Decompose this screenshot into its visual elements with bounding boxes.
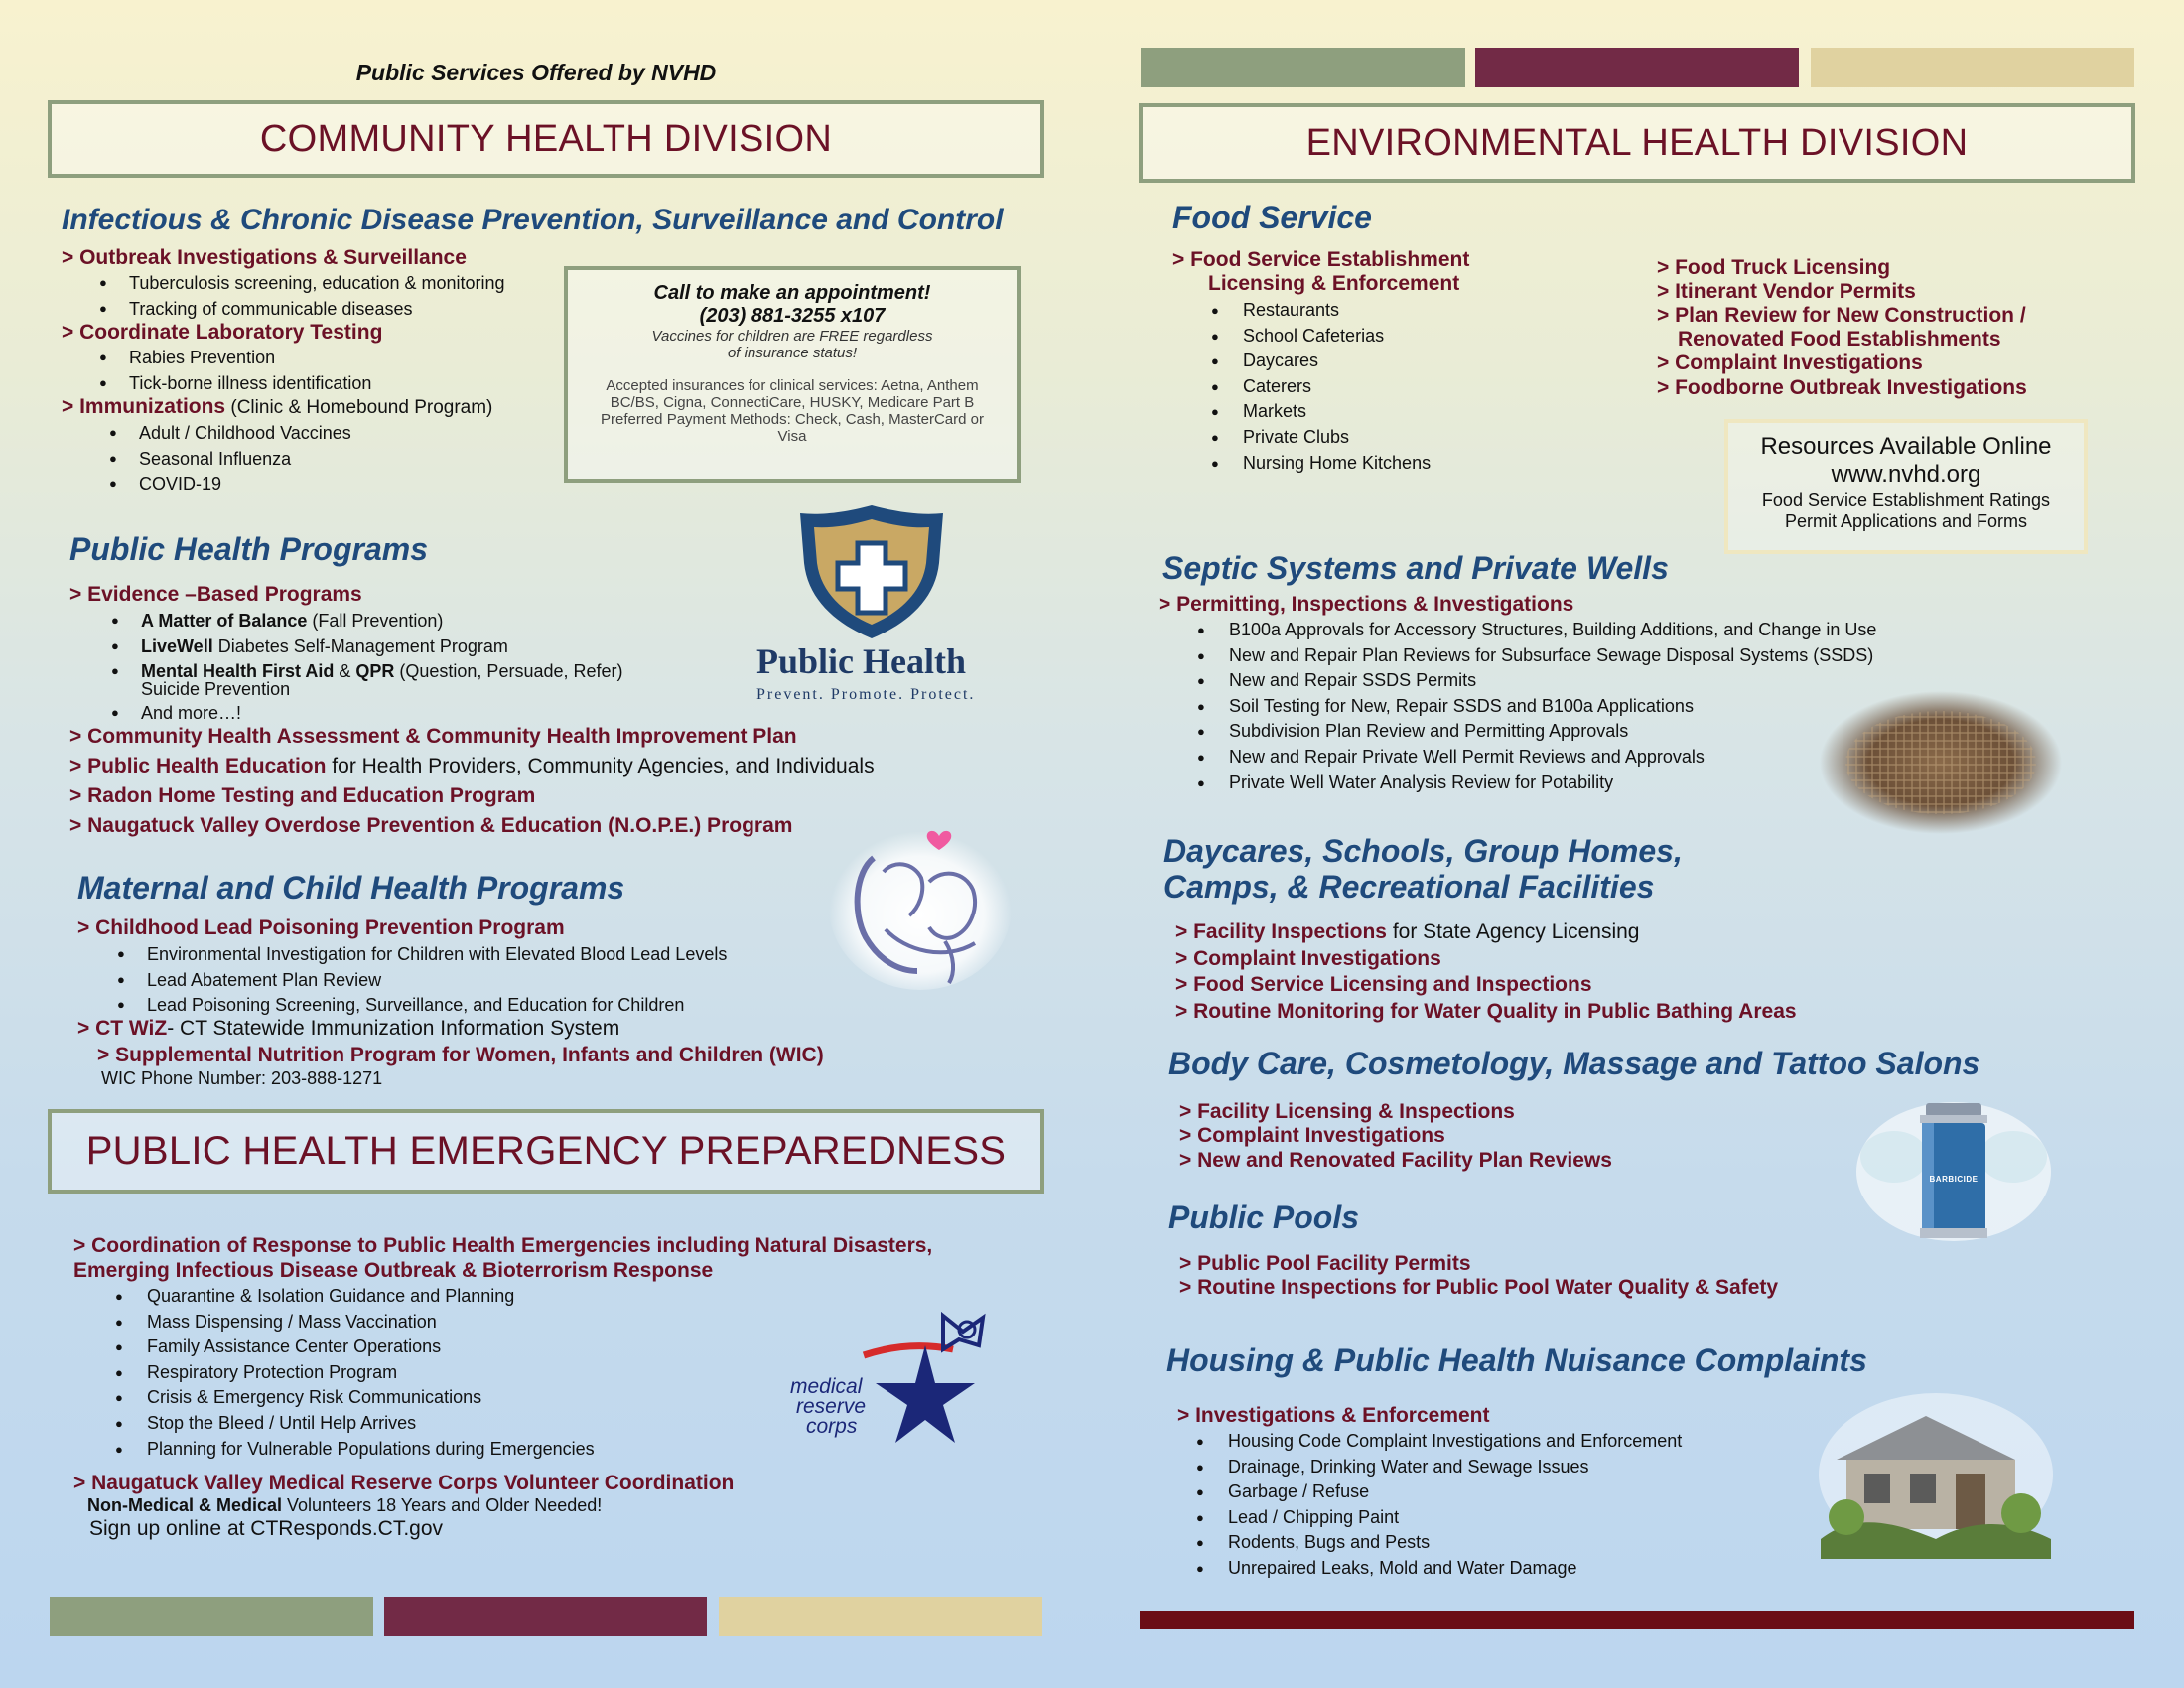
- barbicide-jar-icon: [1854, 1097, 2053, 1246]
- pools-heading: Public Pools: [1168, 1199, 1360, 1235]
- food-right-item: > Complaint Investigations: [1657, 352, 1923, 374]
- ctwiz-item: [77, 1016, 619, 1041]
- header-title: Public Services Offered by NVHD: [355, 60, 717, 85]
- mrc-item: > Naugatuck Valley Medical Reserve Corps Volunteer Coordination: [73, 1472, 735, 1494]
- food-establishment-list-item: ● Restaurants: [1209, 298, 1431, 324]
- phe-label: > Public Health Education: [69, 755, 327, 777]
- septic-list-item: ● B100a Approvals for Accessory Structures, Building Additions, and Change in Use: [1195, 618, 1876, 643]
- mrc-volunteers-text: Volunteers 18 Years and Older Needed!: [282, 1495, 603, 1515]
- septic-permit-item: > Permitting, Inspections & Investigations: [1159, 593, 1574, 616]
- housing-list-item: ● Unrepaired Leaks, Mold and Water Damage: [1194, 1556, 1682, 1582]
- food-establishment-list-item: ● Daycares: [1209, 349, 1431, 374]
- emergency-list-item: ● Respiratory Protection Program: [113, 1360, 595, 1386]
- mrc-logo-text: medical: [790, 1375, 863, 1398]
- body-care-item: > Facility Licensing & Inspections: [1179, 1100, 1515, 1123]
- evidence-bullet-text: (Fall Prevention): [307, 611, 444, 631]
- public-health-shield-icon: [743, 501, 1001, 640]
- barbicide-jar-image: [1854, 1097, 2053, 1246]
- food-establishment-list: [1209, 298, 1431, 476]
- evidence-bullet-bold: A Matter of Balance: [141, 611, 308, 631]
- resources-line: Food Service Establishment Ratings: [1761, 491, 2051, 510]
- immunization-bullet: ● Adult / Childhood Vaccines: [109, 422, 351, 444]
- manhole-cover-image: [1817, 685, 2065, 834]
- housing-list-item: ● Drainage, Drinking Water and Sewage Issues: [1194, 1455, 1682, 1480]
- outbreak-bullet: ● Tracking of communicable diseases: [99, 298, 412, 320]
- appointment-callbox: [564, 266, 1021, 483]
- septic-list: [1195, 618, 1876, 795]
- color-bar-tan: [1811, 48, 2134, 87]
- radon-item: > Radon Home Testing and Education Program: [69, 784, 536, 807]
- callbox-heading: Call to make an appointment!: [653, 282, 931, 304]
- lead-program-item: > Childhood Lead Poisoning Prevention Program: [77, 916, 565, 939]
- lab-bullet: ● Tick-borne illness identification: [99, 372, 371, 394]
- outbreak-bullet: ● Tuberculosis screening, education & monitoring: [99, 272, 505, 294]
- septic-list-item: ● New and Repair SSDS Permits: [1195, 668, 1876, 694]
- food-right-item: > Foodborne Outbreak Investigations: [1657, 376, 2027, 399]
- mrc-logo-text: reserve: [796, 1395, 867, 1418]
- evidence-bullet-text: &: [334, 661, 356, 681]
- immunizations-label: > Immunizations: [62, 395, 226, 418]
- color-bar-plum: [1475, 48, 1799, 87]
- food-establishment-list-item: ● Nursing Home Kitchens: [1209, 451, 1431, 477]
- ctwiz-label: > CT WiZ: [77, 1017, 168, 1040]
- mrc-logo-text: corps: [806, 1415, 858, 1438]
- immunization-bullet: ● Seasonal Influenza: [109, 448, 291, 470]
- evidence-bullet-text: (Question, Persuade, Refer): [394, 661, 623, 681]
- daycare-fi-label: > Facility Inspections: [1175, 920, 1387, 943]
- community-division-title: COMMUNITY HEALTH DIVISION: [259, 117, 833, 160]
- resources-title: Resources Available Online: [1760, 433, 2052, 460]
- daycare-item: > Complaint Investigations: [1175, 947, 1441, 970]
- wic-phone: WIC Phone Number: 203-888-1271: [101, 1068, 383, 1088]
- barbicide-jar-label: BARBICIDE: [1929, 1175, 1979, 1184]
- emergency-list-item: ● Mass Dispensing / Mass Vaccination: [113, 1310, 595, 1336]
- callbox-payment: Preferred Payment Methods: Check, Cash, MasterCard or: [601, 411, 984, 428]
- food-establishment-item: Licensing & Enforcement: [1208, 272, 1460, 295]
- immunizations-item: [62, 394, 492, 420]
- evidence-based-item: > Evidence –Based Programs: [69, 583, 362, 606]
- resources-url: www.nvhd.org: [1831, 461, 1981, 488]
- emergency-list-item: ● Quarantine & Isolation Guidance and Planning: [113, 1284, 595, 1310]
- mrc-volunteers: [87, 1495, 602, 1516]
- mrc-logo: [784, 1306, 1023, 1455]
- daycare-item: [1175, 919, 1639, 944]
- callbox-vaccine-note: of insurance status!: [727, 345, 858, 361]
- emergency-list: [113, 1284, 595, 1462]
- environmental-division-box: [1139, 103, 2135, 183]
- septic-list-item: ● Subdivision Plan Review and Permitting Approvals: [1195, 719, 1876, 745]
- housing-investigations-item: > Investigations & Enforcement: [1177, 1404, 1490, 1427]
- food-establishment-list-item: ● Private Clubs: [1209, 425, 1431, 451]
- septic-list-item: ● New and Repair Plan Reviews for Subsurface Sewage Disposal Systems (SSDS): [1195, 643, 1876, 669]
- emergency-division-title: PUBLIC HEALTH EMERGENCY PREPAREDNESS: [85, 1129, 1007, 1173]
- septic-list-item: ● New and Repair Private Well Permit Reviews and Approvals: [1195, 745, 1876, 771]
- evidence-bullet-bold: QPR: [355, 661, 395, 681]
- public-health-logo-name: Public Health: [756, 641, 967, 681]
- emergency-list-item: ● Stop the Bleed / Until Help Arrives: [113, 1411, 595, 1437]
- emergency-list-item: ● Crisis & Emergency Risk Communications: [113, 1385, 595, 1411]
- food-right-item: > Food Truck Licensing: [1657, 256, 1891, 279]
- environmental-division-title: ENVIRONMENTAL HEALTH DIVISION: [1305, 121, 1969, 164]
- resources-box: [1724, 419, 2088, 554]
- septic-list-item: ● Private Well Water Analysis Review for Potability: [1195, 771, 1876, 796]
- food-right-item: > Plan Review for New Construction /: [1657, 304, 2026, 327]
- phe-item: [69, 754, 875, 778]
- community-division-box: [48, 100, 1044, 178]
- housing-list-item: ● Garbage / Refuse: [1194, 1479, 1682, 1505]
- callbox-insurance: Accepted insurances for clinical services: Aetna, Anthem: [606, 377, 979, 394]
- public-health-logo: [743, 501, 1001, 710]
- food-right-item: Renovated Food Establishments: [1678, 328, 2001, 351]
- daycare-heading: Daycares, Schools, Group Homes,: [1163, 833, 1683, 869]
- food-establishment-list-item: ● Caterers: [1209, 374, 1431, 400]
- daycare-fi-rest: for State Agency Licensing: [1386, 920, 1640, 943]
- public-health-logo-tagline: Prevent. Promote. Protect.: [756, 686, 976, 703]
- evidence-bullet: ● And more…!: [111, 702, 241, 724]
- evidence-bullet: [111, 610, 443, 632]
- body-care-item: > Complaint Investigations: [1179, 1124, 1445, 1147]
- callbox-phone: (203) 881-3255 x107: [699, 305, 886, 327]
- lead-bullet: ● Lead Abatement Plan Review: [117, 969, 381, 991]
- emergency-list-item: ● Family Assistance Center Operations: [113, 1335, 595, 1360]
- pools-item: > Routine Inspections for Public Pool Water Quality & Safety: [1179, 1276, 1779, 1299]
- emergency-coordination-item: > Coordination of Response to Public Health Emergencies including Natural Disasters,: [73, 1234, 933, 1257]
- resources-line: Permit Applications and Forms: [1784, 511, 2028, 531]
- housing-list: [1194, 1429, 1682, 1582]
- callbox-insurance: BC/BS, Cigna, ConnectiCare, HUSKY, Medicare Part B: [610, 394, 975, 411]
- daycare-item: > Food Service Licensing and Inspections: [1175, 973, 1592, 996]
- mrc-signup: Sign up online at CTResponds.CT.gov: [89, 1517, 444, 1540]
- nope-item: > Naugatuck Valley Overdose Prevention & Education (N.O.P.E.) Program: [69, 814, 793, 837]
- food-establishment-list-item: ● School Cafeterias: [1209, 324, 1431, 350]
- lead-bullet: ● Environmental Investigation for Children with Elevated Blood Lead Levels: [117, 943, 727, 965]
- emergency-division-box: [48, 1109, 1044, 1194]
- lab-item: > Coordinate Laboratory Testing: [62, 321, 383, 344]
- infectious-heading: Infectious & Chronic Disease Prevention, Surveillance and Control: [62, 204, 1004, 236]
- lab-bullet: ● Rabies Prevention: [99, 347, 275, 368]
- lead-bullet: ● Lead Poisoning Screening, Surveillance, and Education for Children: [117, 994, 684, 1016]
- callbox-payment: Visa: [777, 428, 807, 445]
- emergency-coordination-item: Emerging Infectious Disease Outbreak & Bioterrorism Response: [73, 1259, 714, 1282]
- evidence-bullet: [111, 635, 508, 657]
- evidence-bullet-bold: Mental Health First Aid: [141, 661, 335, 681]
- evidence-bullet-bold: LiveWell: [141, 636, 213, 656]
- food-right-item: > Itinerant Vendor Permits: [1657, 280, 1916, 303]
- programs-heading: Public Health Programs: [69, 531, 428, 567]
- housing-list-item: ● Rodents, Bugs and Pests: [1194, 1530, 1682, 1556]
- housing-list-item: ● Housing Code Complaint Investigations and Enforcement: [1194, 1429, 1682, 1455]
- maroon-footer-bar: [1140, 1611, 2134, 1629]
- mrc-volunteers-bold: Non-Medical & Medical: [87, 1495, 283, 1515]
- housing-heading: Housing & Public Health Nuisance Complaints: [1166, 1342, 1867, 1378]
- evidence-bullet-continuation: Suicide Prevention: [141, 679, 291, 699]
- mother-child-illustration: [826, 812, 1015, 991]
- food-establishment-list-item: ● Markets: [1209, 399, 1431, 425]
- food-service-heading: Food Service: [1172, 200, 1372, 235]
- ctwiz-rest: - CT Statewide Immunization Information System: [167, 1017, 620, 1040]
- cha-item: > Community Health Assessment & Community Health Improvement Plan: [69, 725, 797, 748]
- daycare-item: > Routine Monitoring for Water Quality in Public Bathing Areas: [1175, 1000, 1797, 1023]
- immunizations-note: (Clinic & Homebound Program): [225, 397, 493, 418]
- septic-list-item: ● Soil Testing for New, Repair SSDS and B100a Applications: [1195, 694, 1876, 720]
- emergency-list-item: ● Planning for Vulnerable Populations during Emergencies: [113, 1437, 595, 1463]
- immunization-bullet: ● COVID-19: [109, 473, 221, 494]
- body-care-heading: Body Care, Cosmetology, Massage and Tattoo Salons: [1168, 1046, 1980, 1081]
- pools-item: > Public Pool Facility Permits: [1179, 1252, 1471, 1275]
- housing-list-item: ● Lead / Chipping Paint: [1194, 1505, 1682, 1531]
- outbreak-item: > Outbreak Investigations & Surveillance: [62, 246, 467, 269]
- daycare-heading: Camps, & Recreational Facilities: [1163, 869, 1655, 905]
- body-care-item: > New and Renovated Facility Plan Reviews: [1179, 1149, 1612, 1172]
- septic-heading: Septic Systems and Private Wells: [1162, 550, 1669, 586]
- old-house-image: [1817, 1390, 2055, 1559]
- maternal-heading: Maternal and Child Health Programs: [77, 870, 625, 906]
- wic-item: > Supplemental Nutrition Program for Women, Infants and Children (WIC): [97, 1044, 824, 1066]
- callbox-vaccine-note: Vaccines for children are FREE regardless: [651, 328, 933, 345]
- color-bar-plum: [384, 1597, 707, 1636]
- color-bar-sage: [50, 1597, 373, 1636]
- evidence-bullet-text: Diabetes Self-Management Program: [212, 636, 508, 656]
- color-bar-sage: [1141, 48, 1465, 87]
- food-establishment-item: > Food Service Establishment: [1172, 248, 1470, 271]
- color-bar-tan: [719, 1597, 1042, 1636]
- phe-rest: for Health Providers, Community Agencies, and Individuals: [326, 755, 875, 777]
